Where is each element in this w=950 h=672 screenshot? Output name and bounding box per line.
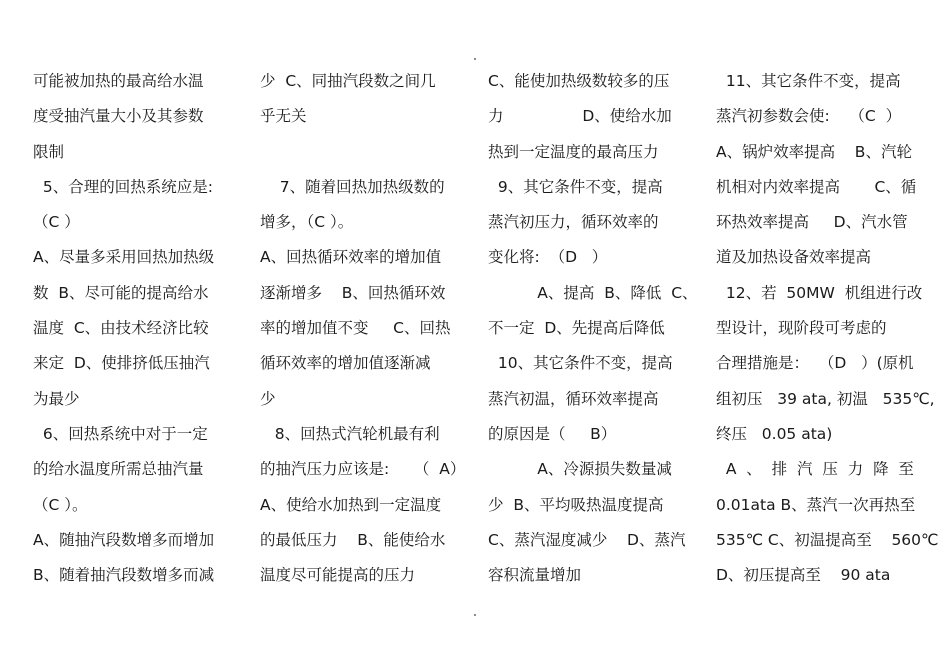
text-line: A、随抽汽段数增多而增加 (33, 530, 215, 549)
text-line: A、提高 B、降低 C、 (488, 283, 698, 302)
text-line: 热到一定温度的最高压力 (488, 142, 659, 161)
text-line: 5、合理的回热系统应是: (33, 177, 213, 196)
text-line: A、回热循环效率的增加值 (260, 248, 442, 267)
text-line: 增多，（C ）。 (260, 213, 354, 232)
text-line: 的抽汽压力应该是: （ A） (260, 460, 466, 479)
text-line: 9、其它条件不变，提高 (488, 177, 663, 196)
text-line: A 、 排 汽 压 力 降 至 (716, 460, 914, 479)
text-line: 温度 C、由技术经济比较 (33, 319, 209, 338)
text-line: A、冷源损失数量减 (488, 460, 672, 479)
text-line: 机相对内效率提高 C、循 (716, 177, 917, 196)
text-line: 蒸汽初参数会使: （C ） (716, 107, 902, 126)
text-line: 循环效率的增加值逐渐减 (260, 354, 431, 373)
text-line: 535℃ C、初温提高至 560℃ (716, 530, 939, 549)
text-line: 12、若 50MW 机组进行改 (716, 283, 923, 302)
text-line: 逐渐增多 B、回热循环效 (260, 283, 446, 302)
text-line: 蒸汽初温，循环效率提高 (488, 389, 659, 408)
text-line: （C ） (33, 213, 80, 232)
text-line: 组初压 39 ata, 初温 535℃, (716, 389, 935, 408)
text-line: 力 D、使给水加 (488, 107, 672, 126)
text-line: 乎无关 (260, 107, 307, 126)
text-column-2 (260, 64, 465, 593)
text-line: 8、回热式汽轮机最有利 (260, 424, 440, 443)
text-line: 数 B、尽可能的提高给水 (33, 283, 209, 302)
text-line (260, 135, 465, 170)
text-line: A、使给水加热到一定温度 (260, 495, 442, 514)
text-line: 0.01ata B、蒸汽一次再热至 (716, 495, 916, 514)
text-line: 型设计，现阶段可考虑的 (716, 319, 887, 338)
text-line: 环热效率提高 D、汽水管 (716, 213, 908, 232)
text-line: 的给水温度所需总抽汽量 (33, 460, 204, 479)
text-line: 可能被加热的最高给水温 (33, 72, 204, 90)
text-line: 的最低压力 B、能使给水 (260, 530, 446, 549)
text-line: 来定 D、使排挤低压抽汽 (33, 354, 210, 373)
text-line: 道及加热设备效率提高 (716, 248, 872, 267)
text-line: 6、回热系统中对于一定 (33, 424, 208, 443)
text-line: 11、其它条件不变，提高 (716, 72, 901, 90)
text-line: 少 C、同抽汽段数之间几 (260, 72, 436, 90)
text-line: 变化将: （D ） (488, 248, 608, 267)
text-line: 率的增加值不变 C、回热 (260, 319, 451, 338)
text-line: 限制 (33, 142, 65, 161)
text-line: 蒸汽初压力，循环效率的 (488, 213, 659, 232)
text-line: 度受抽汽量大小及其参数 (33, 107, 204, 126)
text-line: A、锅炉效率提高 B、汽轮 (716, 142, 912, 161)
text-line: 容积流量增加 (488, 566, 582, 585)
text-line: C、能使加热级数较多的压 (488, 72, 670, 90)
text-column-3 (488, 64, 698, 593)
text-line: （C ）。 (33, 495, 88, 514)
text-line: D、初压提高至 90 ata (716, 566, 891, 585)
text-line: 为最少 (33, 389, 80, 408)
text-line: 7、随着回热加热级数的 (260, 177, 445, 196)
scan-dot-top (474, 58, 476, 60)
text-line: 不一定 D、先提高后降低 (488, 319, 665, 338)
text-column-1 (33, 64, 238, 593)
text-column-4 (716, 64, 939, 593)
text-line: C、蒸汽湿度减少 D、蒸汽 (488, 530, 686, 549)
text-line: 10、其它条件不变，提高 (488, 354, 673, 373)
text-line: B、随着抽汽段数增多而减 (33, 566, 215, 585)
text-line: A、尽量多采用回热加热级 (33, 248, 215, 267)
text-line: 少 (260, 389, 276, 408)
text-line: 终压 0.05 ata) (716, 424, 833, 443)
text-line: 温度尽可能提高的压力 (260, 566, 416, 585)
scan-dot-bottom (474, 614, 476, 616)
text-line: 的原因是（ B） (488, 424, 617, 443)
text-line: 少 B、平均吸热温度提高 (488, 495, 664, 514)
text-line: 合理措施是： （D ）(原机 (716, 354, 914, 373)
